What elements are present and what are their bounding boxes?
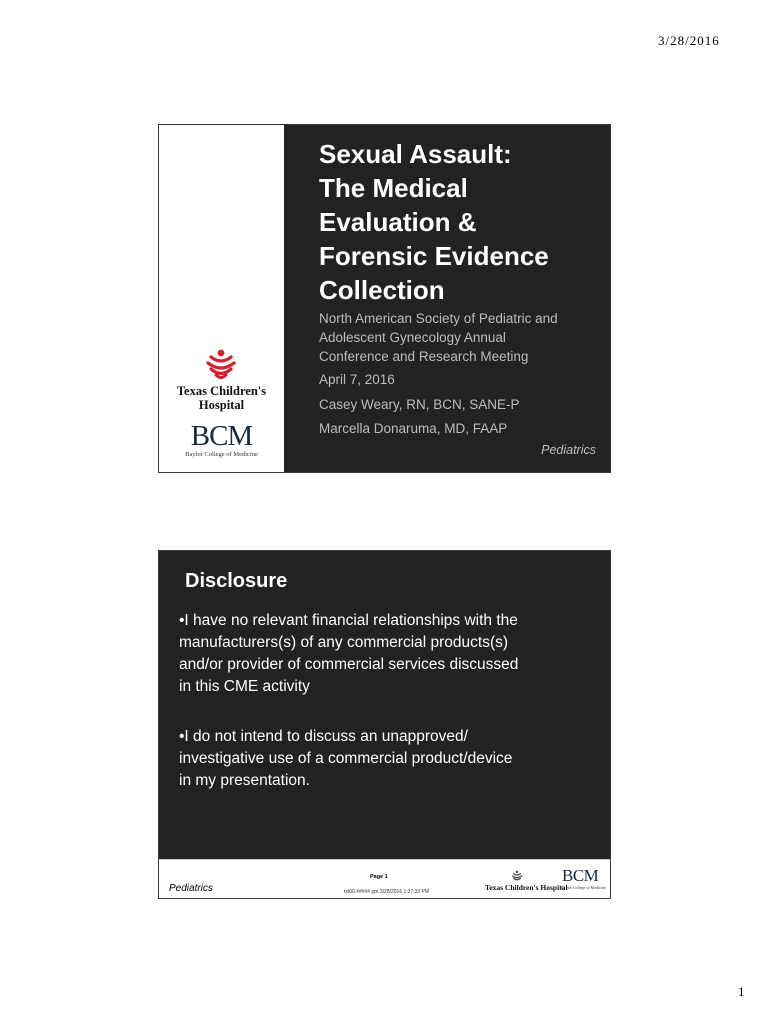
presenter-1: Casey Weary, RN, BCN, SANE-P [319, 397, 520, 412]
footer-bcm-subtitle: Baylor College of Medicine [561, 885, 606, 890]
heart-logo-icon [203, 348, 239, 382]
slide-title: Sexual Assault: The Medical Evaluation & Forensic Evidence Collection [319, 139, 549, 305]
disclosure-bullet-2: •I do not intend to discuss an unapproved/ investigative use of a commercial product/device in my presentation. [179, 728, 513, 789]
disclosure-slide [158, 550, 611, 899]
department-label: Pediatrics [541, 443, 596, 457]
footer-bcm-logo: BCM [562, 866, 599, 885]
footer-department: Pediatrics [169, 883, 213, 894]
title-slide [158, 124, 611, 473]
footer-page-label: Page 1 [370, 874, 388, 880]
page-date: 3/28/2016 [658, 33, 720, 48]
footer-file-info: txt00.##### ppt 3/28/2016 1:37:33 PM [344, 889, 430, 895]
bcm-logo: BCM [190, 420, 253, 452]
meeting-name: North American Society of Pediatric and Adolescent Gynecology Annual Conference and Research Meeting [319, 311, 558, 364]
presentation-date: April 7, 2016 [319, 372, 395, 387]
presenter-2: Marcella Donaruma, MD, FAAP [319, 421, 508, 436]
slide-footer [159, 859, 610, 898]
logo-panel [159, 125, 284, 472]
texas-childrens-logo-text: Texas Children's Hospital [176, 384, 267, 412]
heart-logo-icon [510, 870, 524, 883]
footer-tch-logo-text: Texas Children's Hospital [485, 883, 568, 892]
bcm-logo-subtitle: Baylor College of Medicine [185, 451, 258, 458]
disclosure-bullet-1: •I have no relevant financial relationships with the manufacturers(s) of any commercial products(s) and/or provider of commercial services discussed in this CME activity [179, 612, 519, 695]
page-number: 1 [738, 984, 745, 999]
slide-heading: Disclosure [185, 570, 288, 592]
